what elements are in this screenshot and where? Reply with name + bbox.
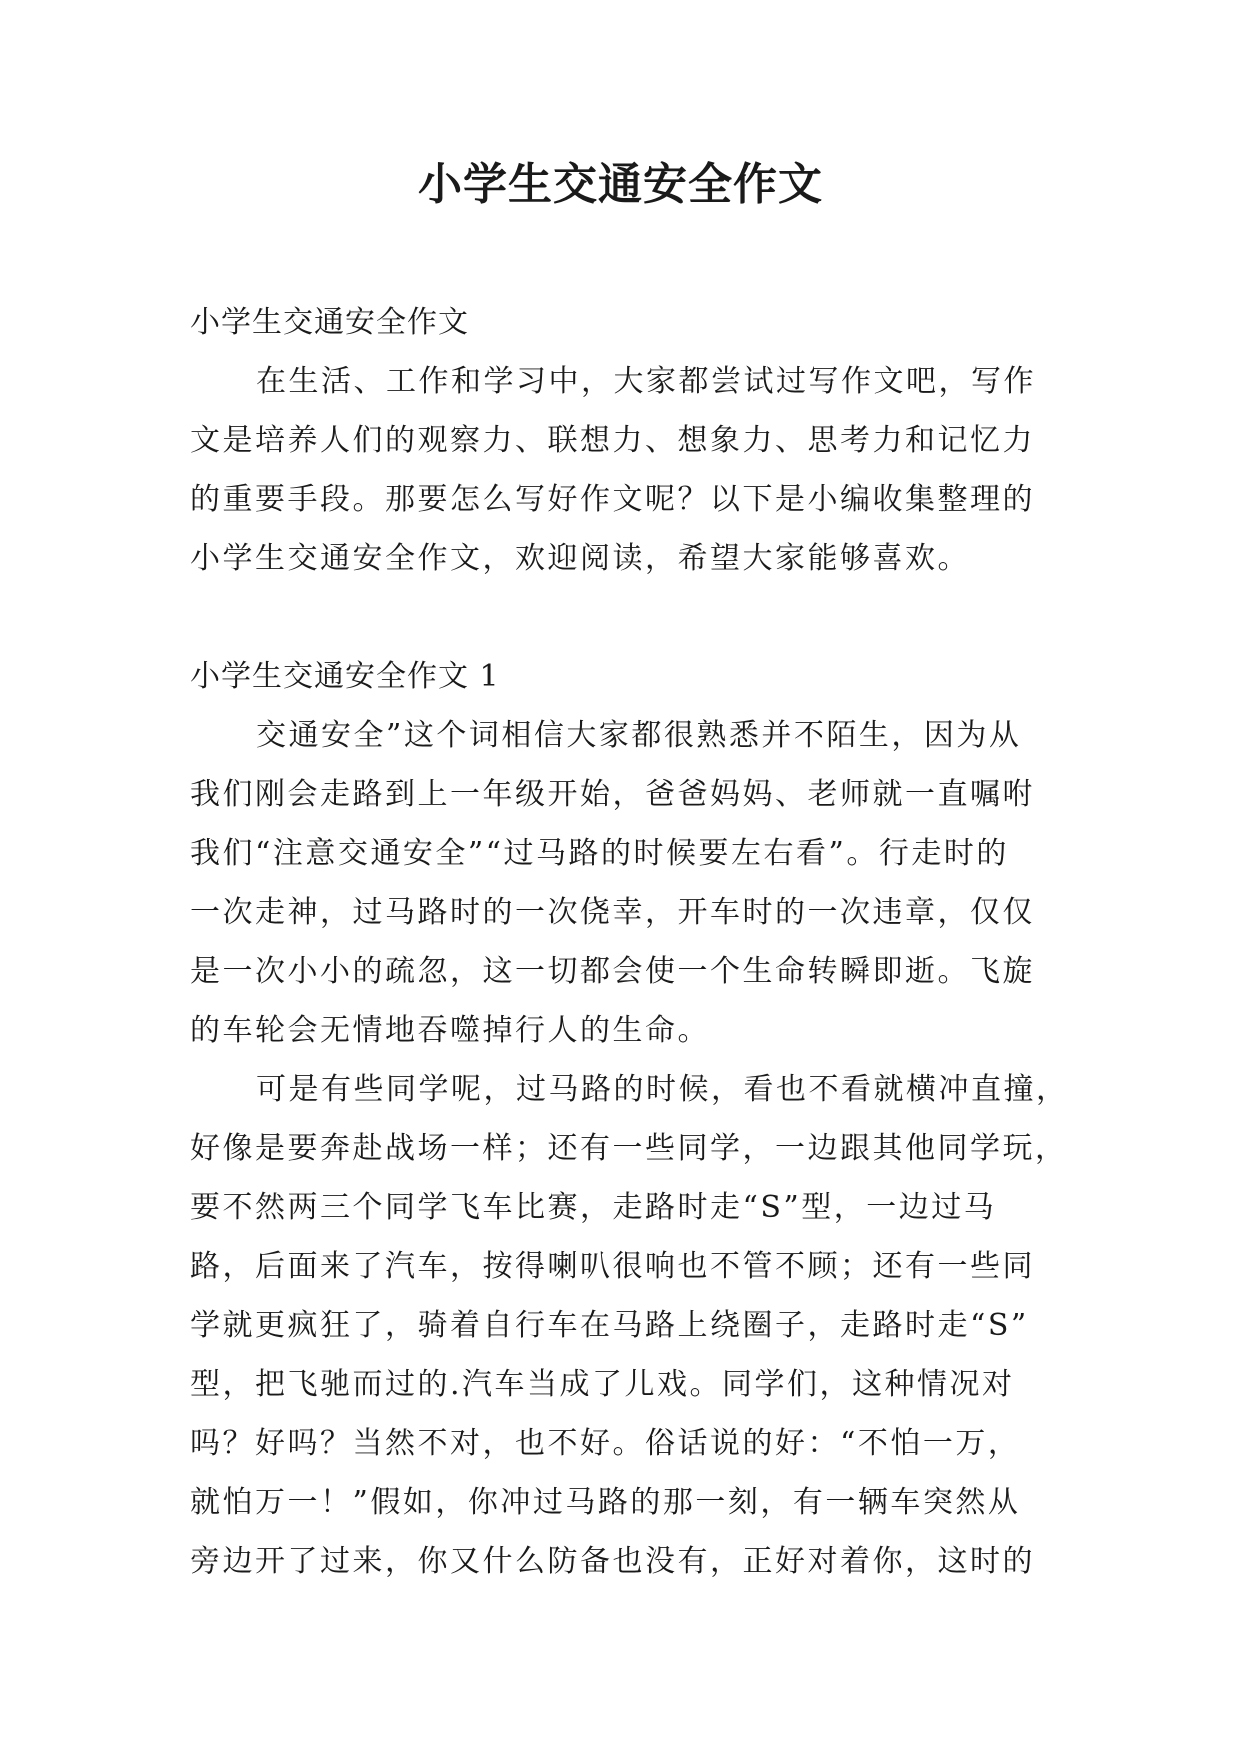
intro-paragraph [190,352,1056,588]
essay-1-heading: 小学生交通安全作文 1 [190,659,500,694]
essay-1-paragraph-1 [190,706,1056,1060]
paragraph-line: 好像是要奔赴战场一样；还有一些同学，一边跟其他同学玩， [190,1131,1068,1166]
paragraph-line: 的重要手段。那要怎么写好作文呢？以下是小编收集整理的 [190,482,1035,517]
intro-heading: 小学生交通安全作文 [190,305,469,340]
paragraph-line: 我们“注意交通安全”“过马路的时候要左右看”。行走时的 [190,836,1009,871]
paragraph-line: 可是有些同学呢，过马路的时候，看也不看就横冲直撞， [256,1072,1069,1107]
paragraph-line: 就怕万一！”假如，你冲过马路的那一刻，有一辆车突然从 [190,1485,1021,1520]
paragraph-line: 型，把飞驰而过的.汽车当成了儿戏。同学们，这种情况对 [190,1367,1015,1402]
paragraph-line: 要不然两三个同学飞车比赛，走路时走“S”型，一边过马 [190,1190,997,1225]
paragraph-line: 吗？好吗？当然不对，也不好。俗话说的好：“不怕一万， [190,1426,1021,1461]
paragraph-line: 学就更疯狂了，骑着自行车在马路上绕圈子，走路时走“S” [190,1308,1029,1343]
paragraph-line: 小学生交通安全作文，欢迎阅读，希望大家能够喜欢。 [190,541,970,576]
paragraph-line: 旁边开了过来，你又什么防备也没有，正好对着你，这时的 [190,1544,1035,1579]
document-body [190,293,1069,1591]
paragraph-line: 交通安全”这个词相信大家都很熟悉并不陌生，因为从 [256,718,1022,753]
paragraph-line: 我们刚会走路到上一年级开始，爸爸妈妈、老师就一直嘱咐 [190,777,1035,812]
paragraph-line: 文是培养人们的观察力、联想力、想象力、思考力和记忆力 [190,423,1035,458]
paragraph-line: 在生活、工作和学习中，大家都尝试过写作文吧，写作 [256,364,1036,399]
paragraph-line: 一次走神，过马路时的一次侥幸，开车时的一次违章，仅仅 [190,895,1035,930]
paragraph-line: 的车轮会无情地吞噬掉行人的生命。 [190,1013,710,1048]
document-title: 小学生交通安全作文 [418,159,823,210]
essay-1-paragraph-2 [190,1060,1069,1591]
paragraph-line: 路，后面来了汽车，按得喇叭很响也不管不顾；还有一些同 [190,1249,1035,1284]
section-spacer [190,588,1056,647]
paragraph-line: 是一次小小的疏忽，这一切都会使一个生命转瞬即逝。飞旋 [190,954,1035,989]
